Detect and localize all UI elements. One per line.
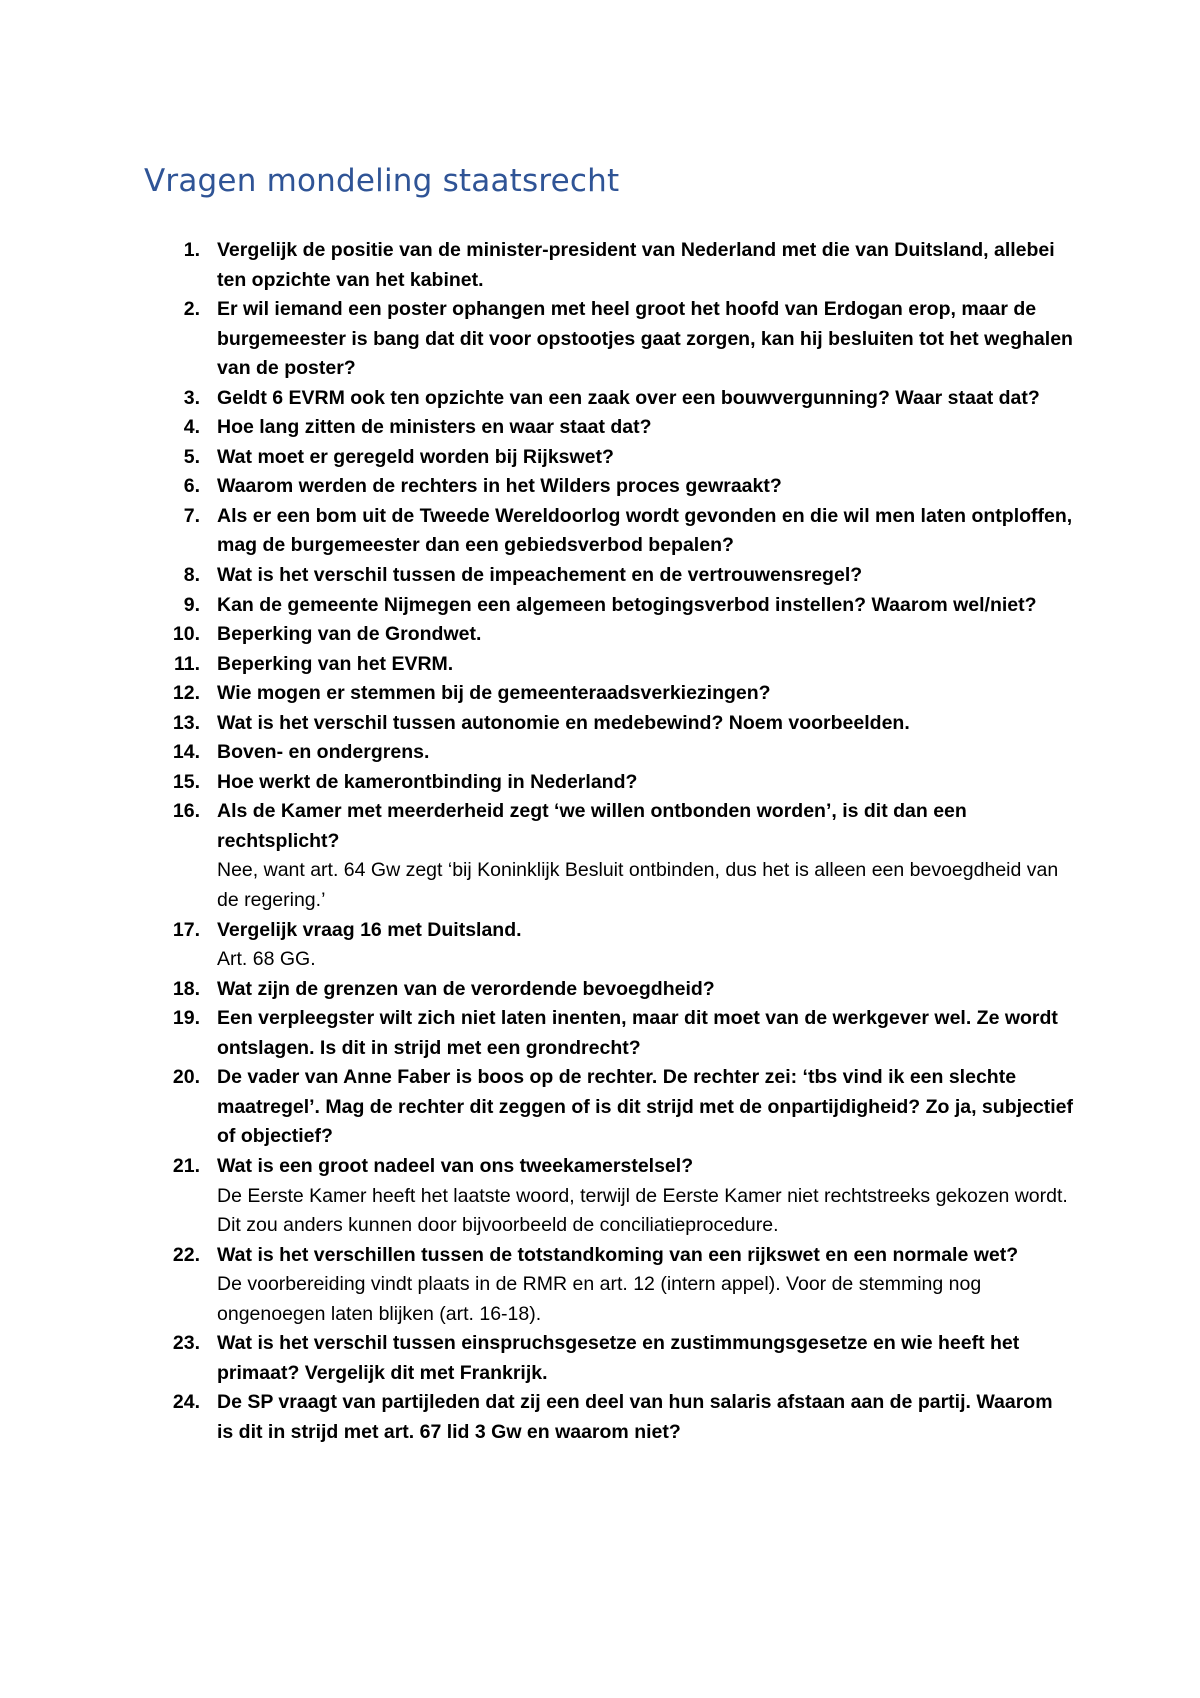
question-text: Wat is een groot nadeel van ons tweekamerstelsel? <box>217 1154 694 1177</box>
question-text: Vergelijk vraag 16 met Duitsland. <box>217 918 522 941</box>
question-item <box>144 975 1074 1005</box>
question-text: Een verpleegster wilt zich niet laten inenten, maar dit moet van de werkgever wel. Ze wordt ontslagen. Is dit in strijd met een grondrecht? <box>217 1007 1058 1059</box>
question-text: Beperking van de Grondwet. <box>217 623 482 646</box>
question-item <box>144 709 1074 739</box>
question-number: 4. <box>183 416 200 439</box>
question-text: Hoe werkt de kamerontbinding in Nederland? <box>217 770 638 793</box>
question-number: 24. <box>172 1391 200 1414</box>
question-item <box>144 1152 1074 1241</box>
question-number: 6. <box>183 475 200 498</box>
question-text: Waarom werden de rechters in het Wilders proces gewraakt? <box>217 475 782 498</box>
question-item <box>144 1329 1074 1388</box>
question-number: 13. <box>172 711 200 734</box>
question-item <box>144 620 1074 650</box>
question-number: 16. <box>172 800 200 823</box>
question-item <box>144 295 1074 384</box>
question-text: Wat zijn de grenzen van de verordende bevoegdheid? <box>217 977 715 1000</box>
page-title: Vragen mondeling staatsrecht <box>144 163 620 199</box>
question-item <box>144 679 1074 709</box>
question-item <box>144 443 1074 473</box>
question-text: Als er een bom uit de Tweede Wereldoorlog wordt gevonden en die wil men laten ontploffen, mag de burgemeester dan een gebiedsverbod bepalen? <box>217 504 1073 557</box>
question-text: Boven- en ondergrens. <box>217 741 430 764</box>
question-number: 20. <box>172 1066 200 1089</box>
question-list <box>144 236 1074 1447</box>
question-item <box>144 591 1074 621</box>
question-text: Wat moet er geregeld worden bij Rijkswet? <box>217 445 614 468</box>
question-number: 5. <box>183 445 200 468</box>
question-text: Geldt 6 EVRM ook ten opzichte van een zaak over een bouwvergunning? Waar staat dat? <box>217 386 1040 409</box>
question-number: 7. <box>183 504 200 527</box>
question-number: 9. <box>183 593 200 616</box>
question-text: Kan de gemeente Nijmegen een algemeen betogingsverbod instellen? Waarom wel/niet? <box>217 593 1037 616</box>
question-item <box>144 1388 1074 1447</box>
question-item <box>144 916 1074 975</box>
question-text: Wat is het verschil tussen de impeachement en de vertrouwensregel? <box>217 564 863 587</box>
question-number: 23. <box>172 1332 200 1355</box>
question-text: Wat is het verschil tussen einspruchsgesetze en zustimmungsgesetze en wie heeft het primaat? Vergelijk dit met Frankrijk. <box>217 1332 1020 1384</box>
question-item <box>144 1063 1074 1152</box>
question-number: 11. <box>173 652 200 675</box>
question-text: Wat is het verschil tussen autonomie en medebewind? Noem voorbeelden. <box>217 711 910 734</box>
question-item <box>144 502 1074 561</box>
question-number: 2. <box>183 298 200 321</box>
question-text: De SP vraagt van partijleden dat zij een deel van hun salaris afstaan aan de partij. Waarom is dit in strijd met art. 67 lid 3 Gw en waarom niet? <box>217 1391 1053 1443</box>
question-number: 21. <box>172 1154 200 1177</box>
question-text: Beperking van het EVRM. <box>217 652 454 675</box>
question-number: 1. <box>183 239 200 261</box>
answer-text: Nee, want art. 64 Gw zegt ‘bij Koninklijk Besluit ontbinden, dus het is alleen een bevoegdheid van de regering.’ <box>217 859 1059 912</box>
question-text: Wie mogen er stemmen bij de gemeenteraadsverkiezingen? <box>217 682 771 705</box>
question-number: 18. <box>172 977 200 1000</box>
question-item <box>144 1241 1074 1330</box>
question-number: 22. <box>172 1243 200 1266</box>
answer-text: Art. 68 GG. <box>217 948 316 971</box>
answer-text: De voorbereiding vindt plaats in de RMR en art. 12 (intern appel). Voor de stemming nog ongenoegen laten blijken (art. 16-18). <box>217 1273 982 1325</box>
question-item <box>144 236 1074 295</box>
question-text: De vader van Anne Faber is boos op de rechter. De rechter zei: ‘tbs vind ik een slechte maatregel’. Mag de rechter dit zeggen of is dit strijd met de onpartijdigheid? Zo ja, subjectief of objectief? <box>217 1066 1073 1148</box>
question-number: 10. <box>172 623 200 646</box>
question-item <box>144 650 1074 680</box>
question-item <box>144 1004 1074 1063</box>
question-item <box>144 384 1074 414</box>
question-number: 3. <box>183 386 200 409</box>
question-item <box>144 561 1074 591</box>
question-item <box>144 472 1074 502</box>
question-number: 12. <box>172 682 200 705</box>
question-text: Vergelijk de positie van de minister-president van Nederland met die van Duitsland, allebei ten opzichte van het kabinet. <box>217 239 1055 291</box>
question-item <box>144 768 1074 798</box>
question-item <box>144 738 1074 768</box>
question-number: 15. <box>172 770 200 793</box>
question-number: 14. <box>172 741 200 764</box>
question-item <box>144 413 1074 443</box>
question-number: 8. <box>183 564 200 587</box>
question-text: Wat is het verschillen tussen de totstandkoming van een rijkswet en een normale wet? <box>217 1243 1019 1266</box>
question-item <box>144 797 1074 915</box>
question-number: 19. <box>172 1007 200 1030</box>
question-text: Er wil iemand een poster ophangen met heel groot het hoofd van Erdogan erop, maar de burgemeester is bang dat dit voor opstootjes gaat zorgen, kan hij besluiten tot het weghalen van de poster? <box>217 298 1073 380</box>
question-number: 17. <box>172 918 200 941</box>
answer-text: De Eerste Kamer heeft het laatste woord, terwijl de Eerste Kamer niet rechtstreeks gekozen wordt. Dit zou anders kunnen door bijvoorbeeld de conciliatieprocedure. <box>217 1184 1068 1237</box>
question-text: Als de Kamer met meerderheid zegt ‘we willen ontbonden worden’, is dit dan een rechtsplicht? <box>217 800 967 852</box>
question-text: Hoe lang zitten de ministers en waar staat dat? <box>217 416 652 439</box>
